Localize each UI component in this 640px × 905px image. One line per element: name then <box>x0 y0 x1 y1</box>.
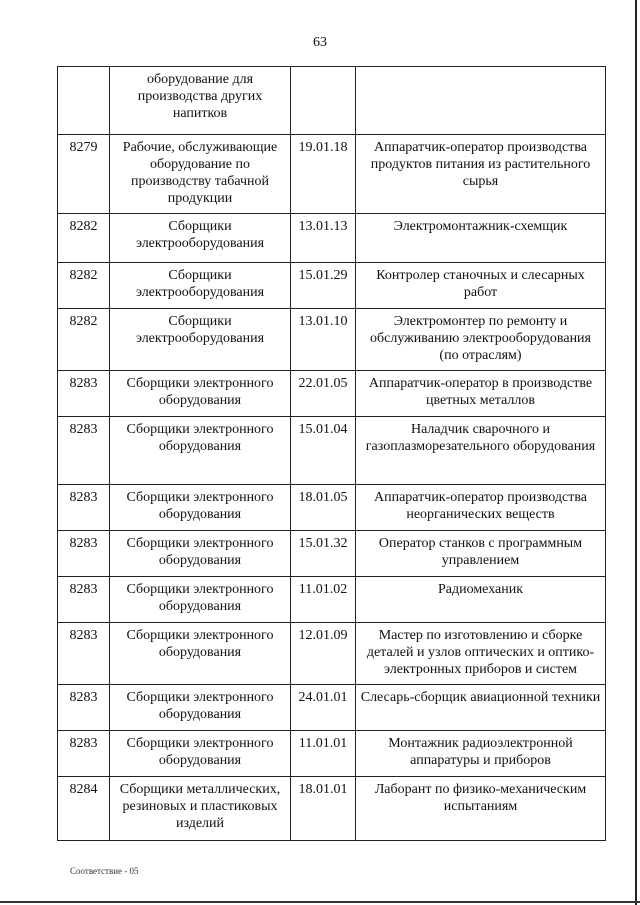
group-cell: Сборщики электронного оборудования <box>110 685 291 731</box>
code-cell: 8283 <box>58 371 110 417</box>
code-cell: 8283 <box>58 731 110 777</box>
table-row <box>58 577 606 623</box>
group-cell: Сборщики электронного оборудования <box>110 731 291 777</box>
profession-cell: Монтажник радиоэлектронной аппаратуры и приборов <box>356 731 606 777</box>
page-edge-right <box>635 0 637 905</box>
number-cell: 19.01.18 <box>291 135 356 214</box>
profession-cell: Оператор станков с программным управлением <box>356 531 606 577</box>
table-row <box>58 531 606 577</box>
group-cell: Сборщики электронного оборудования <box>110 485 291 531</box>
number-cell: 15.01.29 <box>291 263 356 309</box>
table-row <box>58 67 606 135</box>
profession-cell: Аппаратчик-оператор в производстве цветных металлов <box>356 371 606 417</box>
code-cell: 8283 <box>58 685 110 731</box>
profession-cell: Мастер по изготовлению и сборке деталей и узлов оптических и оптико-электронных приборов и систем <box>356 623 606 685</box>
profession-cell: Электромонтажник-схемщик <box>356 214 606 263</box>
group-cell: Сборщики металлических, резиновых и пластиковых изделий <box>110 777 291 841</box>
number-cell: 15.01.32 <box>291 531 356 577</box>
code-cell: 8282 <box>58 309 110 371</box>
group-cell: Сборщики электрооборудования <box>110 263 291 309</box>
number-cell: 11.01.01 <box>291 731 356 777</box>
page-number: 63 <box>313 35 327 50</box>
page-edge-bottom <box>0 901 640 903</box>
group-cell: Сборщики электронного оборудования <box>110 531 291 577</box>
table-row <box>58 309 606 371</box>
number-cell: 18.01.01 <box>291 777 356 841</box>
number-cell <box>291 67 356 135</box>
group-cell: Рабочие, обслуживающие оборудование по производству табачной продукции <box>110 135 291 214</box>
number-cell: 22.01.05 <box>291 371 356 417</box>
group-cell: Сборщики электрооборудования <box>110 309 291 371</box>
table-row <box>58 685 606 731</box>
profession-cell: Аппаратчик-оператор производства продуктов питания из растительного сырья <box>356 135 606 214</box>
group-cell: Сборщики электронного оборудования <box>110 371 291 417</box>
number-cell: 12.01.09 <box>291 623 356 685</box>
table-row <box>58 371 606 417</box>
code-cell: 8284 <box>58 777 110 841</box>
table-row <box>58 731 606 777</box>
code-cell: 8282 <box>58 214 110 263</box>
number-cell: 11.01.02 <box>291 577 356 623</box>
code-cell: 8282 <box>58 263 110 309</box>
table-row <box>58 214 606 263</box>
code-cell: 8279 <box>58 135 110 214</box>
group-cell: Сборщики электрооборудования <box>110 214 291 263</box>
profession-cell <box>356 67 606 135</box>
number-cell: 13.01.13 <box>291 214 356 263</box>
group-cell: Сборщики электронного оборудования <box>110 577 291 623</box>
number-cell: 18.01.05 <box>291 485 356 531</box>
profession-cell: Контролер станочных и слесарных работ <box>356 263 606 309</box>
profession-cell: Электромонтер по ремонту и обслуживанию электрооборудования (по отраслям) <box>356 309 606 371</box>
group-cell: оборудование для производства других напитков <box>110 67 291 135</box>
table-row <box>58 485 606 531</box>
group-cell: Сборщики электронного оборудования <box>110 417 291 485</box>
professions-table <box>57 66 606 841</box>
code-cell: 8283 <box>58 417 110 485</box>
profession-cell: Наладчик сварочного и газоплазморезательного оборудования <box>356 417 606 485</box>
number-cell: 15.01.04 <box>291 417 356 485</box>
number-cell: 13.01.10 <box>291 309 356 371</box>
code-cell <box>58 67 110 135</box>
code-cell: 8283 <box>58 485 110 531</box>
profession-cell: Слесарь-сборщик авиационной техники <box>356 685 606 731</box>
profession-cell: Лаборант по физико-механическим испытаниям <box>356 777 606 841</box>
table-row <box>58 623 606 685</box>
profession-cell: Аппаратчик-оператор производства неорганических веществ <box>356 485 606 531</box>
table-row <box>58 135 606 214</box>
profession-cell: Радиомеханик <box>356 577 606 623</box>
table-row <box>58 777 606 841</box>
table-row <box>58 263 606 309</box>
group-cell: Сборщики электронного оборудования <box>110 623 291 685</box>
code-cell: 8283 <box>58 577 110 623</box>
number-cell: 24.01.01 <box>291 685 356 731</box>
code-cell: 8283 <box>58 531 110 577</box>
table-row <box>58 417 606 485</box>
footer-note: Соответствие - 05 <box>70 866 139 876</box>
code-cell: 8283 <box>58 623 110 685</box>
